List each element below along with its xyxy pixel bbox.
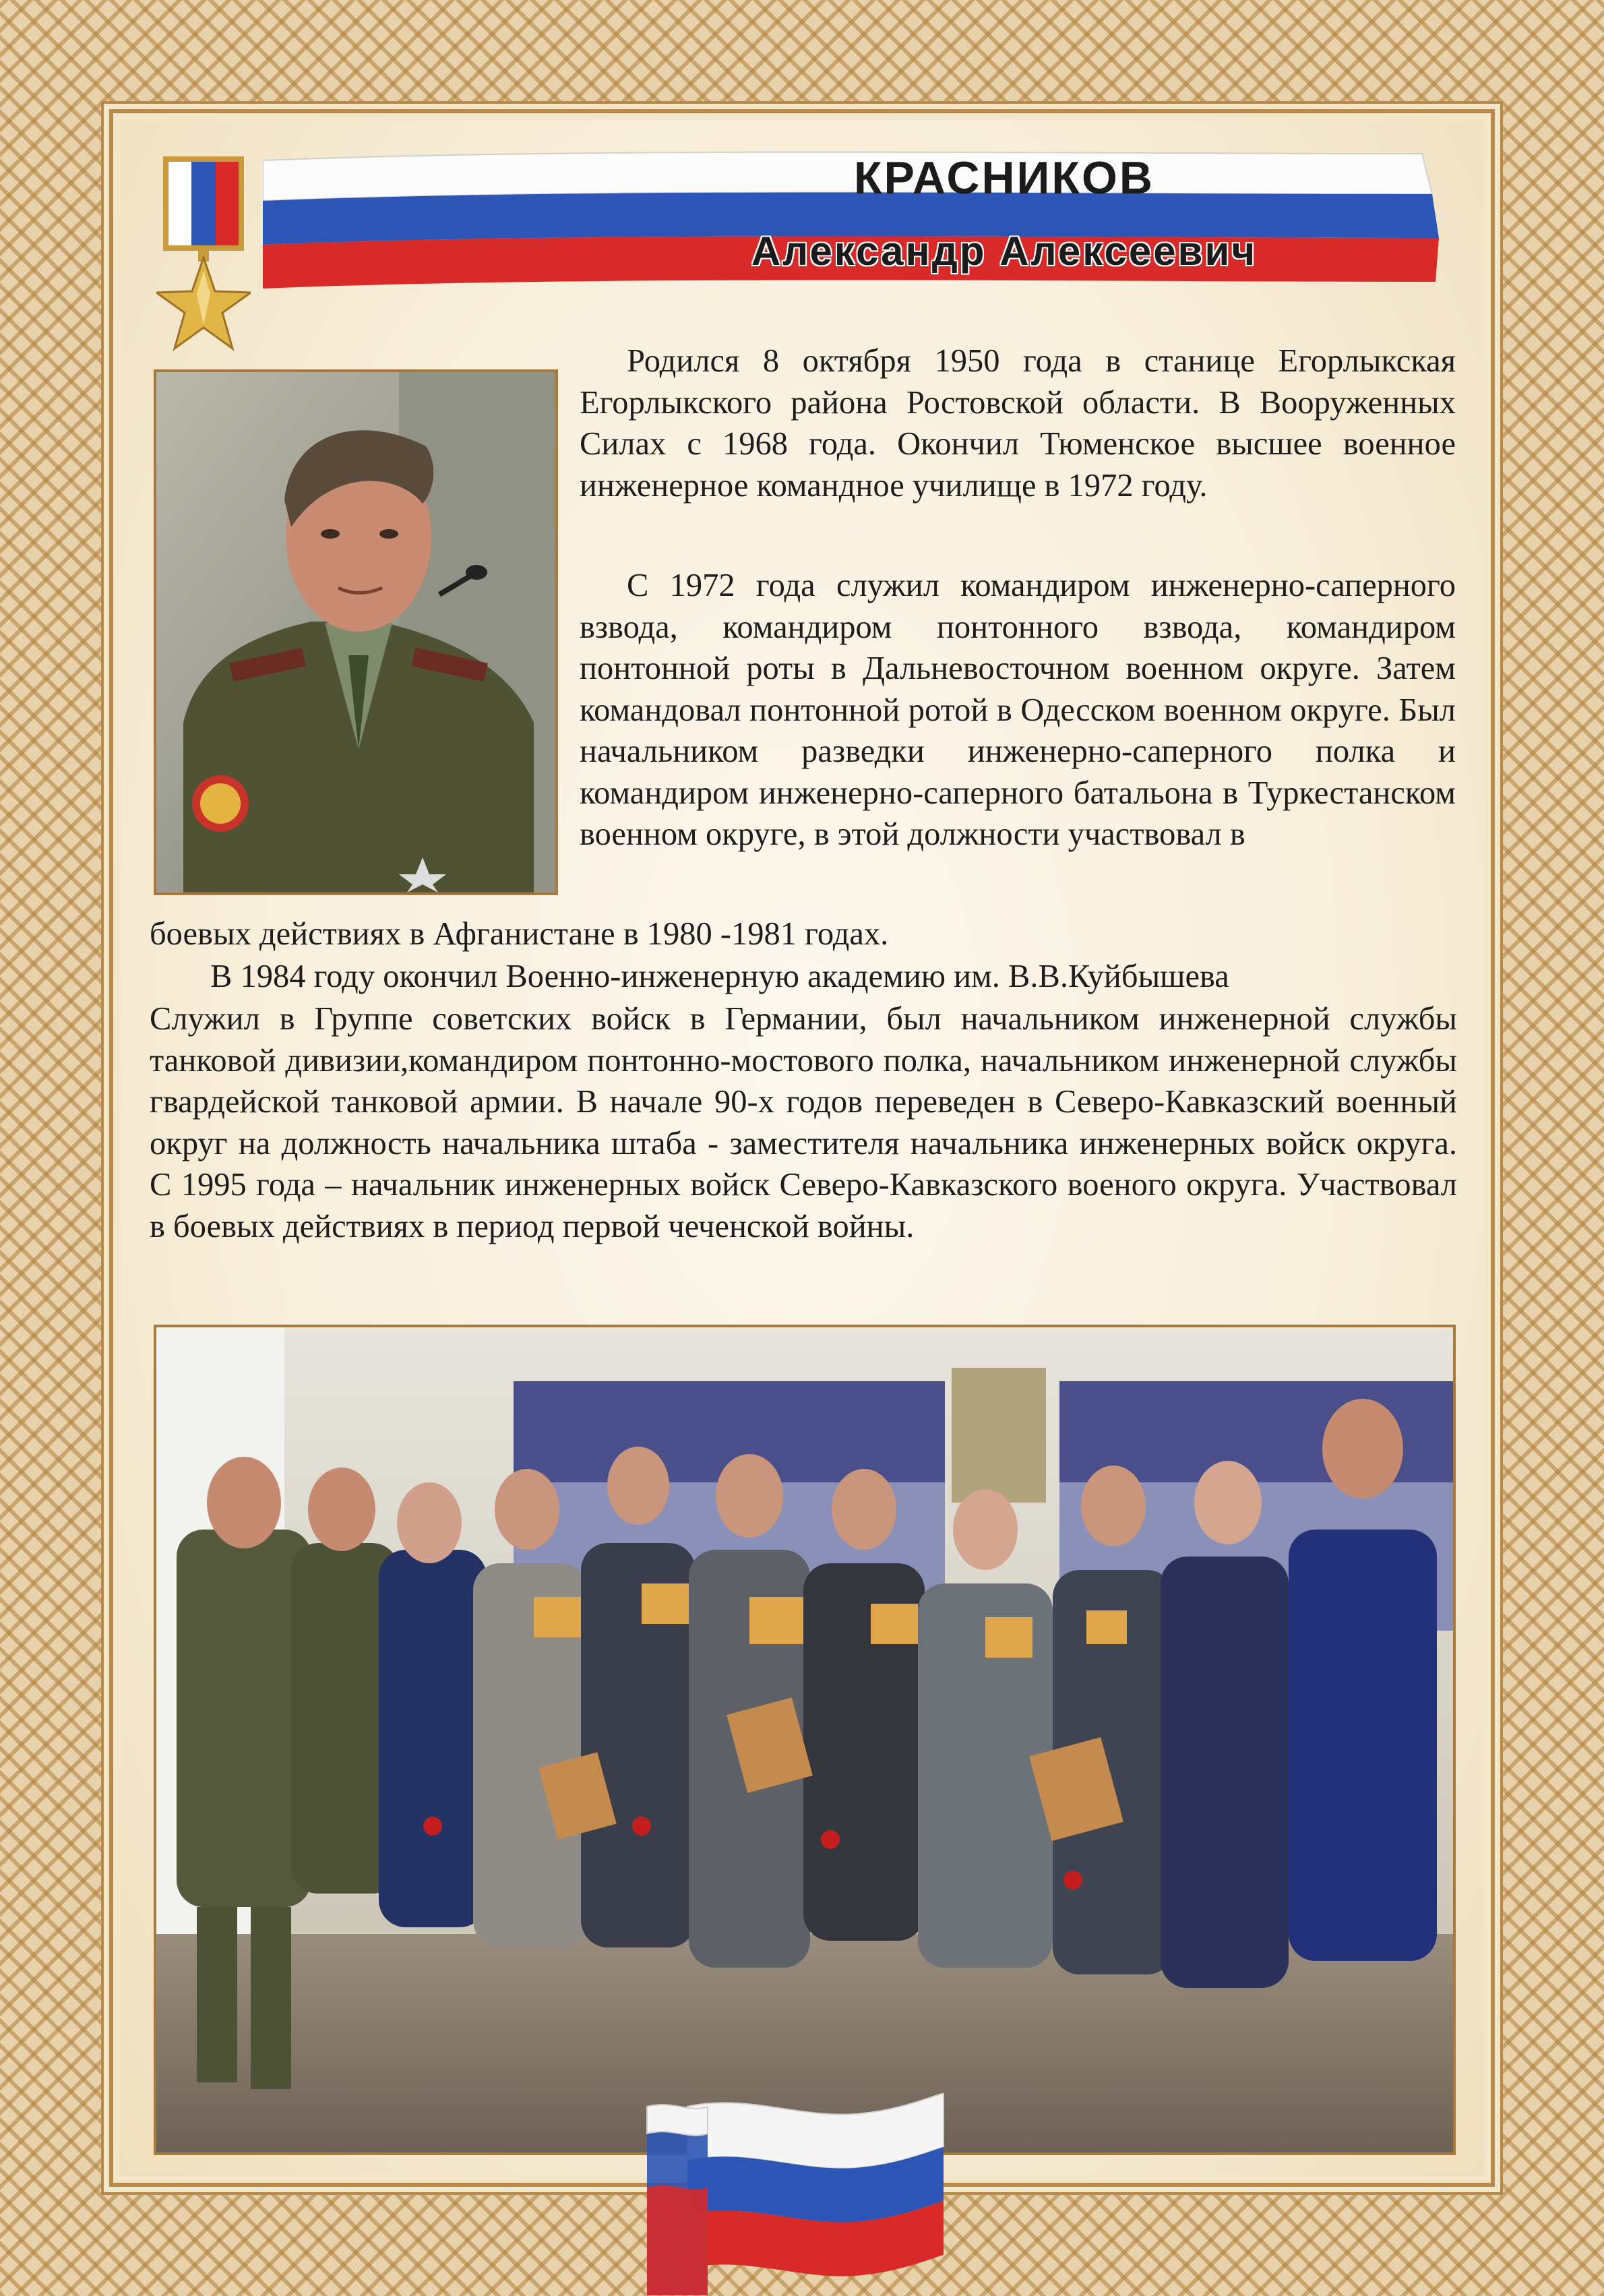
group-photo	[154, 1325, 1456, 2155]
surname-heading: КРАСНИКОВ	[854, 152, 1154, 204]
biography-paragraph-academy: В 1984 году окончил Военно-инженерную академию им. В.В.Куйбышева	[210, 959, 1229, 994]
biography-paragraph-career: Служил в Группе советских войск в Германии, был начальником инженерной службы танковой дивизии,командиром понтонно-мостового полка, начальником инженерной службы гвардейской танковой армии. В начале 90-х годов переведен в Северо-Кавказский военный округ на должность начальника штаба - заместителя начальника инженерных войск округа. С 1995 года – начальник инженерных войск Северо-Кавказского военого округа. Участвовал в боевых действиях в период первой чеченской войны.	[150, 1001, 1457, 1244]
biography-paragraph-birth: Родился 8 октября 1950 года в станице Егорлыкская Егорлыкского района Ростовской области. В Вооруженных Силах с 1968 года. Окончил Тюменское высшее военное инженерное командное училище в 1972 году.	[580, 343, 1456, 504]
biography-paragraph-service-continued: боевых действиях в Афганистане в 1980 -1981 годах.	[150, 916, 889, 952]
biography-paragraph-service: С 1972 года служил командиром инженерно-саперного взвода, командиром понтонного взвода, командиром понтонной роты в Дальневосточном военном округе. Затем командовал понтонной ротой в Одесском военном округе. Был начальником разведки инженерно-саперного полка и командиром инженерно-саперного батальона в Туркестанском военном округе, в этой должности участвовал в	[580, 568, 1456, 852]
portrait-photo	[154, 369, 558, 895]
hero-star-medal-icon	[156, 156, 251, 359]
russian-flag-icon	[640, 2093, 964, 2295]
given-names-heading: Александр Алексеевич	[751, 229, 1258, 274]
